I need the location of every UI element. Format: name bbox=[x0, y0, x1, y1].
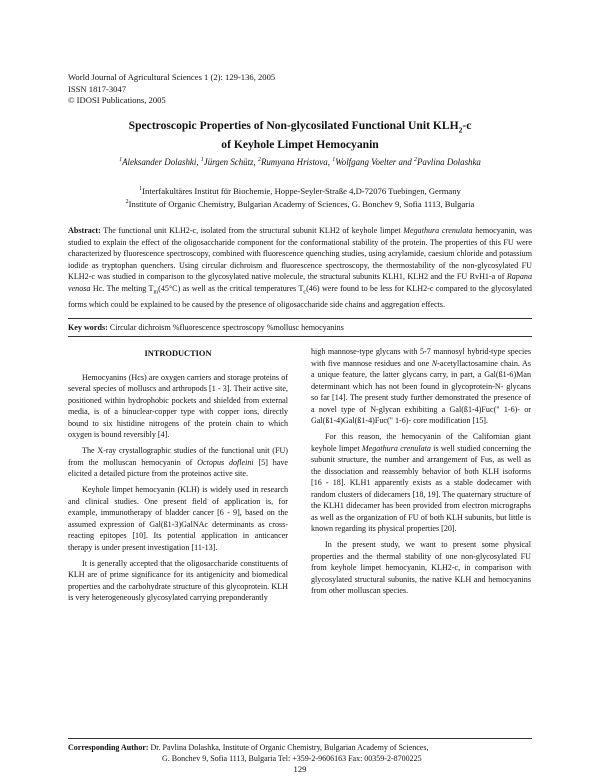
corresponding-author: Corresponding Author: Dr. Pavlina Dolashka, Institute of Organic Chemistry, Bulgarian Academy of Sciences, G. Bonchev 9, Sofia 1113, Bulgaria Tel: +359-2-9606163 Fax: 00359-2-8700225 bbox=[68, 743, 429, 763]
abstract: Abstract: The functional unit KLH2-c, isolated from the structural subunit KLH2 of keyhole limpet Megathura crenulata hemocyanin, was studied to explain the effect of the oligosaccharide component for the conformational stability of the protein. The properties of this FU were characterized by fluorescence spectroscopy, combined with fluorescence quenching studies, using acrylamide, caesium chloride and potassium iodide as tryptophan quenchers. Using circular dichroism and fluorescence spectroscopy, the thermostability of the non-glycosylated FU KLH2-c was studied in comparison to the glycosylated native molecule, the structural subunits KLH1, KLH2 and the FU RvH1-a of Rapana venosa Hc. The melting $T_m(45^\circ C)$ as well as the critical temperatures $T_c(46)$ were found to be less for KLH2-c compared to the glycosylated forms which could be explained to be caused by the presence of oligosaccharide side chains and aggregation effects. bbox=[68, 226, 532, 310]
affiliation: $^2$Institute of Organic Chemistry, Bulgarian Academy of Sciences, G. Bonchev 9, Sofia 1113, Bulgaria bbox=[125, 199, 475, 209]
column-right bbox=[311, 346, 531, 601]
footer-divider bbox=[68, 738, 532, 739]
paragraph: high mannose-type glycans with 5-7 mannosyl hybrid-type species with five mannose residues and one N-acetyllactosamine chain. As a unique feature, the latter glycans carry, in part, a Gal(ß1-6)Man determinant which has not been found in glycoprotein-N- glycans so far [14]. The present study further demonstrated the presence of a novel type of N-glycan exhibiting a Gal(ß1-4)Fuc(" 1-6)- or Gal(ß1-4)Gal(ß1-4)Fuc(" 1-6)- core modification [15]. bbox=[311, 347, 532, 425]
divider bbox=[68, 318, 532, 319]
paragraph: For this reason, the hemocyanin of the Californian giant keyhole limpet Megathura crenulata is well studied concerning the subunit structure, the number and arrangement of Fus, as well as the dissociation and reassembly behavior of both KLH isoforms [16 - 18]. KLH1 apparently exists as a stable dodecamer with random clusters of didecamers [18, 19]. The quaternary structure of the KLH1 didecamer has been provided from electron micrographs as well as the organization of FU of both KLH subunits, but little is known regarding its physical properties [20]. bbox=[311, 432, 531, 533]
author: $^1$Aleksander Dolashki, bbox=[119, 157, 201, 167]
keywords: Key words: Circular dichroism %fluorescence spectroscopy %mollusc hemocyanins bbox=[68, 323, 344, 332]
keywords-label: Key words: bbox=[68, 323, 108, 332]
author-list bbox=[60, 157, 540, 167]
author: $^1$Jürgen Schütz, bbox=[200, 157, 258, 167]
abstract-label: Abstract: bbox=[68, 226, 101, 235]
paragraph: In the present study, we want to present some physical properties and the thermal stability of one non-glycosylated FU from keyhole limpet hemocyanin, KLH2-c, in comparison with glycosylated structural subunits, the native KLH and hemocyanins from other molluscan species. bbox=[311, 540, 531, 595]
author: $^2$Pavlina Dolashka bbox=[414, 157, 481, 167]
journal-citation: World Journal of Agricultural Sciences 1 (2): 129-136, 2005 bbox=[68, 72, 276, 82]
affiliations bbox=[60, 185, 540, 211]
author: $^2$Rumyana Hristova, bbox=[257, 157, 333, 167]
author: $^1$Wolfgang Voelter and bbox=[332, 157, 414, 167]
paper-title: Spectroscopic Properties of Non-glycosilated Functional Unit $KLH_2-c$ of Keyhole Limpet Hemocyanin bbox=[128, 119, 472, 152]
journal-header bbox=[68, 72, 275, 107]
paragraph: Hemocyanins (Hcs) are oxygen carriers and storage proteins of several species of molluscs and arthropods [1 - 3]. Their active site, positioned within hydrophobic pockets and shielded from external media, is of a binuclear-copper type with copper ions, directly bound to six histidine nitrogens of the protein chain to which oxygen is bound reversibly [4]. bbox=[68, 372, 288, 439]
divider bbox=[68, 336, 532, 337]
section-heading: INTRODUCTION bbox=[144, 349, 212, 358]
paragraph: Keyhole limpet hemocyanin (KLH) is widely used in research and clinical studies. One present field of application is, for example, immunotherapy of bladder cancer [6 - 9], based on the assumed expression of Gal(ß1-3)GalNAc determinants as cross-reacting epitopes [10]. Its potential application in anticancer therapy is under present investigation [11-13]. bbox=[68, 485, 288, 552]
affiliation: $^1$Interfakultäres Institut für Biochemie, Hoppe-Seyler-Straße 4,D-72076 Tuebingen, Germany bbox=[139, 186, 461, 196]
page-number: 129 bbox=[293, 764, 307, 774]
paragraph: The X-ray crystallographic studies of the functional unit (FU) from the molluscan hemocyanin of Octopus dofleini [5] have elicited a detailed picture from the proteinos active site. bbox=[68, 446, 288, 478]
corresponding-label: Corresponding Author: bbox=[68, 743, 149, 752]
paragraph: It is generally accepted that the oligosaccharide constituents of KLH are of prime significance for its antigenicity and biomedical properties and the carbohydrate structure of this glycoprotein. KLH is very heterogeneously glycosylated carrying preponderantly bbox=[68, 558, 288, 602]
journal-issn: ISSN 1817-3047 bbox=[68, 83, 127, 94]
column-left bbox=[68, 348, 288, 608]
journal-copyright: © IDOSI Publications, 2005 bbox=[68, 95, 166, 105]
